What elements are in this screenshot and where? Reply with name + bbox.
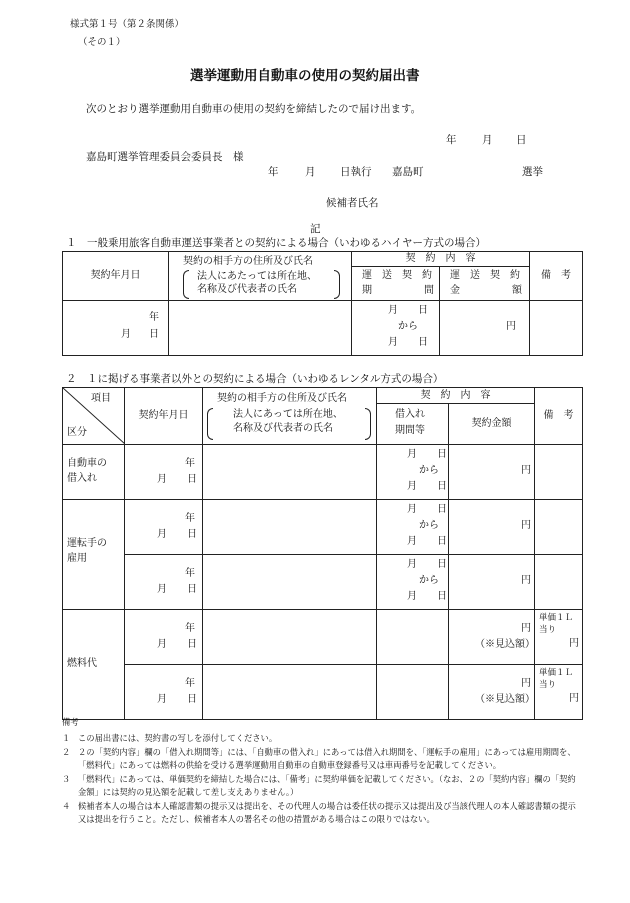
period-to-date: 月 日 — [388, 337, 428, 348]
year-mark: 年 — [185, 568, 195, 579]
period-to-date: 月 日 — [407, 591, 447, 602]
period-from-date: 月 日 — [407, 449, 447, 460]
form-part: （その１） — [78, 37, 126, 48]
period-from: から — [419, 575, 439, 586]
period-cell — [377, 555, 449, 610]
yen-mark: 円 — [521, 678, 531, 689]
counterparty-note1: 法人にあたっては所在地、 — [197, 270, 317, 282]
period-from: から — [419, 465, 439, 476]
yen-mark: 円 — [521, 623, 531, 634]
day-mark: 日 — [149, 329, 159, 340]
col-transport-amount — [440, 267, 530, 301]
period-label-2a: 期 — [362, 285, 372, 296]
col-contract-date: 契約年月日 — [125, 388, 203, 445]
yen-mark: 円 — [521, 575, 531, 586]
period-label-1: 借入れ — [395, 409, 425, 420]
amount-cell — [449, 665, 535, 720]
year-mark: 年 — [185, 623, 195, 634]
month-mark: 月 — [121, 329, 131, 340]
table-row — [63, 301, 583, 356]
counterparty-note1: 法人にあっては所在地、 — [233, 409, 343, 420]
estimate-mark: （※見込額） — [475, 694, 535, 705]
date-cell — [125, 500, 203, 555]
note-item: １ この届出書には、契約書の写しを添付してください。 — [62, 733, 278, 743]
section2-heading: ２ １に掲げる事業者以外との契約による場合（いわゆるレンタル方式の場合） — [66, 373, 444, 385]
amount-cell — [449, 610, 535, 665]
period-from-date: 月 日 — [407, 559, 447, 570]
yen-mark: 円 — [506, 321, 516, 332]
category-car-2: 借入れ — [67, 473, 97, 484]
month-day-mark: 月 日 — [157, 694, 197, 705]
election-day: 日執行 — [340, 166, 372, 178]
amount-cell — [449, 500, 535, 555]
bracket-left — [207, 408, 213, 440]
period-to-date: 月 日 — [407, 536, 447, 547]
notes-list — [62, 732, 576, 827]
table-row — [63, 610, 583, 665]
submit-year: 年 — [446, 134, 457, 146]
table-row — [63, 555, 583, 610]
col-remarks: 備 考 — [535, 388, 583, 445]
document-title: 選挙運動用自動車の使用の契約届出書 — [190, 68, 420, 84]
estimate-mark: （※見込額） — [475, 639, 535, 650]
period-label-1: 運 送 契 約 — [362, 270, 432, 281]
category-fuel — [63, 610, 125, 720]
col-contract-date: 契約年月日 — [63, 252, 169, 301]
notes-label: 備考 — [62, 717, 79, 727]
period-label-2b: 間 — [424, 285, 434, 296]
period-cell — [377, 500, 449, 555]
note-item: ２ ２の「契約内容」欄の「借入れ期間等」には、「自動車の借入れ」にあっては借入れ期間を、「運転手の雇用」にあっては雇用期間を、「燃料代」にあっては燃料の供給を受ける選挙運動用自動車の自動車登録番号又は車両番号を記載してください。 — [62, 746, 576, 770]
amount-cell — [449, 555, 535, 610]
amount-cell — [449, 445, 535, 500]
category-driver-1: 運転手の — [67, 537, 107, 549]
rental-contract-table — [62, 387, 583, 720]
remarks-cell — [535, 610, 583, 665]
section1-heading: １ 一般乗用旅客自動車運送事業者との契約による場合（いわゆるハイヤー方式の場合） — [66, 237, 486, 249]
item-category-header — [63, 388, 125, 445]
remarks-cell — [535, 665, 583, 720]
ki-label: 記 — [310, 223, 321, 235]
year-mark: 年 — [185, 513, 195, 524]
col-transport-period — [352, 267, 440, 301]
date-cell — [125, 555, 203, 610]
period-cell — [377, 665, 449, 720]
remarks-cell — [535, 445, 583, 500]
period-cell — [377, 610, 449, 665]
submit-day: 日 — [516, 134, 527, 146]
hire-contract-table — [62, 251, 583, 356]
unit-price-yen: 円 — [569, 693, 579, 704]
category-label: 区分 — [67, 427, 87, 438]
category-driver — [63, 500, 125, 610]
addressee: 嘉島町選挙管理委員会委員長 様 — [86, 151, 244, 163]
counterparty-cell — [203, 500, 377, 555]
date-cell — [125, 610, 203, 665]
year-mark: 年 — [185, 678, 195, 689]
election-year: 年 — [268, 166, 279, 178]
col-remarks: 備 考 — [530, 252, 583, 301]
col-counterparty — [169, 252, 352, 301]
submit-month: 月 — [482, 134, 493, 146]
period-from: から — [398, 321, 418, 332]
year-mark: 年 — [185, 458, 195, 469]
col-contract-content: 契 約 内 容 — [352, 252, 530, 267]
date-cell — [63, 301, 169, 356]
bracket-left — [183, 270, 189, 299]
category-driver-2: 雇用 — [67, 552, 87, 564]
counterparty-cell — [169, 301, 352, 356]
amount-label-2a: 金 — [450, 285, 460, 296]
unit-price-label-1: 単価１Ｌ — [539, 613, 574, 623]
period-from: から — [419, 520, 439, 531]
category-car-rental — [63, 445, 125, 500]
month-day-mark: 月 日 — [157, 529, 197, 540]
unit-price-label-2: 当り — [539, 680, 557, 690]
counterparty-cell — [203, 665, 377, 720]
unit-price-label-2: 当り — [539, 625, 557, 635]
col-rental-period — [377, 404, 449, 445]
remarks-cell — [530, 301, 583, 356]
period-cell — [352, 301, 440, 356]
period-label-2: 期間等 — [395, 425, 425, 436]
amount-label-2b: 額 — [512, 285, 522, 296]
period-from-date: 月 日 — [388, 305, 428, 316]
intro-text: 次のとおり選挙運動用自動車の使用の契約を締結したので届け出ます。 — [86, 103, 422, 115]
col-contract-amount: 契約金額 — [449, 404, 535, 445]
table-row — [63, 445, 583, 500]
note-item: ３ 「燃料代」にあっては、単価契約を締結した場合には、「備考」に契約単価を記載してください。（なお、２の「契約内容」欄の「契約金額」には契約の見込額を記載して差し支えありません。） — [62, 773, 576, 797]
counterparty-note2: 名称及び代表者の氏名 — [233, 423, 333, 434]
period-cell — [377, 445, 449, 500]
remarks-cell — [535, 555, 583, 610]
month-day-mark: 月 日 — [157, 474, 197, 485]
yen-mark: 円 — [521, 520, 531, 531]
amount-cell — [440, 301, 530, 356]
table-row — [63, 665, 583, 720]
table-row — [63, 500, 583, 555]
bracket-right — [365, 408, 371, 440]
year-mark: 年 — [149, 312, 159, 323]
yen-mark: 円 — [521, 465, 531, 476]
remarks-cell — [535, 500, 583, 555]
town-name: 嘉島町 — [392, 166, 424, 178]
unit-price-label-1: 単価１Ｌ — [539, 668, 574, 678]
counterparty-cell — [203, 610, 377, 665]
date-cell — [125, 665, 203, 720]
period-to-date: 月 日 — [407, 481, 447, 492]
counterparty-label: 契約の相手方の住所及び氏名 — [217, 393, 347, 404]
amount-label-1: 運 送 契 約 — [450, 270, 520, 281]
col-contract-content: 契 約 内 容 — [377, 388, 535, 404]
month-day-mark: 月 日 — [157, 639, 197, 650]
form-number: 様式第１号（第２条関係） — [70, 19, 185, 30]
counterparty-label: 契約の相手方の住所及び氏名 — [183, 255, 313, 267]
election-month: 月 — [305, 166, 316, 178]
category-fuel-label: 燃料代 — [67, 657, 97, 669]
month-day-mark: 月 日 — [157, 584, 197, 595]
period-from-date: 月 日 — [407, 504, 447, 515]
counterparty-cell — [203, 445, 377, 500]
category-car-1: 自動車の — [67, 458, 107, 469]
unit-price-yen: 円 — [569, 638, 579, 649]
counterparty-note2: 名称及び代表者の氏名 — [197, 283, 297, 295]
item-label: 項目 — [91, 393, 111, 404]
counterparty-cell — [203, 555, 377, 610]
note-item: ４ 候補者本人の場合は本人確認書類の提示又は提出を、その代理人の場合は委任状の提示又は提出及び当該代理人の本人確認書類の提示又は提出を行うこと。ただし、候補者本人の署名その他の措置がある場合はこの限りではない。 — [62, 800, 576, 824]
candidate-name-label: 候補者氏名 — [326, 197, 379, 209]
bracket-right — [334, 270, 340, 299]
date-cell — [125, 445, 203, 500]
col-counterparty — [203, 388, 377, 445]
election-label: 選挙 — [522, 166, 543, 178]
